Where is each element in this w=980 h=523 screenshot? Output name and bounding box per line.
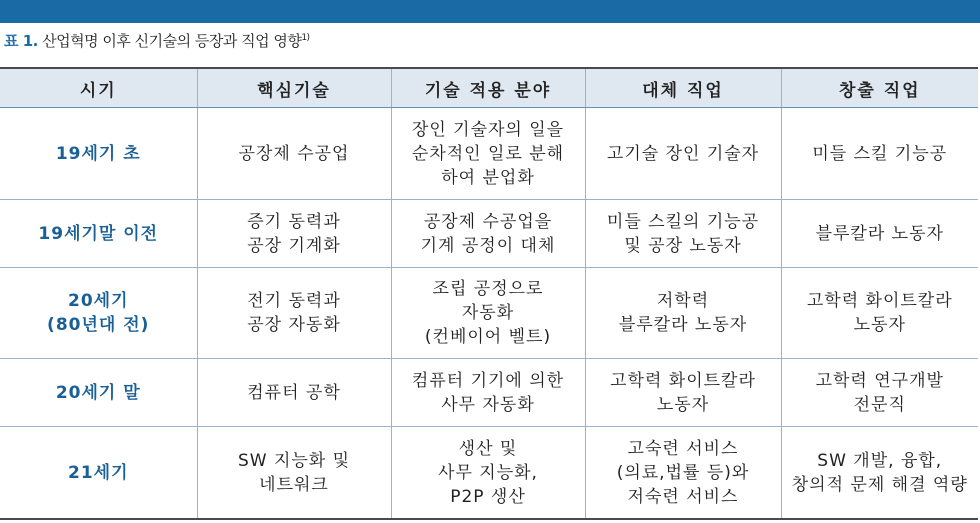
created-jobs-cell [781,200,978,268]
period-cell [0,108,197,200]
created-jobs-cell [781,427,978,520]
cell-line: 자동화 [461,303,515,323]
cell-line: SW 지능화 및 [237,450,351,471]
cell-line: 19세기말 이전 [38,223,159,244]
replaced-jobs-cell [585,268,781,359]
cell-line: 기계 공정이 대체 [420,235,556,256]
table-row [0,108,978,200]
cell-line: 하여 분업화 [441,167,535,188]
table-title: 산업혁명 이후 신기술의 등장과 직업 영향 [42,32,302,50]
application-cell [391,268,585,359]
period-cell [0,268,197,359]
cell-line: 19세기 초 [55,143,141,164]
cell-line: 저숙련 서비스 [627,486,739,507]
replaced-jobs-cell [585,200,781,268]
cell-line: 블루칼라 노동자 [618,315,748,335]
application-cell [391,427,585,520]
cell-line: 노동자 [656,394,710,415]
header-row [0,68,978,108]
footnote-marker: 1) [301,33,310,43]
cell-line: 20세기 [67,291,129,311]
cell-line: 고학력 화이트칼라 [806,291,953,311]
cell-line: 20세기 말 [55,382,141,403]
cell-line: SW 개발, 융합, [817,450,943,471]
cell-line: 미들 스킬의 기능공 [606,211,760,232]
cell-line: 증기 동력과 [247,211,341,232]
cell-line: (컨베이어 벨트) [424,327,552,347]
cell-line: 사무 자동화 [441,394,535,415]
table-caption [4,30,310,51]
period-cell [0,359,197,427]
cell-line: 장인 기술자의 일을 [411,119,565,140]
cell-line: 21세기 [67,462,129,483]
header-core-tech: 핵심기술 [197,68,391,108]
core-tech-cell [197,427,391,520]
cell-line: 창의적 문제 해결 역량 [791,474,968,495]
period-cell [0,427,197,520]
technology-job-table [0,67,978,520]
cell-line: 미들 스킬 기능공 [812,143,948,164]
cell-line: (의료,법률 등)와 [616,462,750,483]
core-tech-cell [197,359,391,427]
replaced-jobs-cell [585,427,781,520]
cell-line: 및 공장 노동자 [624,235,742,256]
cell-line: 컴퓨터 공학 [247,382,341,403]
cell-line: 공장 자동화 [247,315,341,335]
application-cell [391,108,585,200]
cell-line: 컴퓨터 기기에 의한 [411,370,565,391]
cell-line: P2P 생산 [450,486,526,507]
header-application: 기술 적용 분야 [391,68,585,108]
cell-line: 공장 기계화 [247,235,341,256]
cell-line: 네트워크 [259,474,329,495]
table-row [0,200,978,268]
core-tech-cell [197,268,391,359]
application-cell [391,359,585,427]
cell-line: 공장제 수공업 [238,143,350,164]
header-created-jobs: 창출 직업 [781,68,978,108]
core-tech-cell [197,200,391,268]
cell-line: 고숙련 서비스 [627,438,739,459]
table-row [0,359,978,427]
cell-line: 블루칼라 노동자 [815,223,944,244]
period-cell [0,200,197,268]
top-accent-bar [0,0,980,23]
cell-line: 저학력 [656,291,710,311]
cell-line: 고학력 연구개발 [815,370,944,391]
application-cell [391,200,585,268]
cell-line: 생산 및 [458,438,518,459]
cell-line: 전문직 [853,394,906,415]
table-number: 표 1. [4,32,38,50]
header-period: 시기 [0,68,197,108]
created-jobs-cell [781,108,978,200]
header-replaced-jobs: 대체 직업 [585,68,781,108]
cell-line: 고기술 장인 기술자 [606,143,760,164]
cell-line: 공장제 수공업을 [423,211,553,232]
created-jobs-cell [781,359,978,427]
core-tech-cell [197,108,391,200]
cell-line: (80년대 전) [47,315,150,335]
replaced-jobs-cell [585,108,781,200]
created-jobs-cell [781,268,978,359]
replaced-jobs-cell [585,359,781,427]
cell-line: 노동자 [853,315,906,335]
cell-line: 고학력 화이트칼라 [610,370,756,391]
cell-line: 순차적인 일로 분해 [411,143,565,164]
cell-line: 사무 지능화, [438,462,538,483]
table-row [0,427,978,520]
table-row [0,268,978,359]
cell-line: 조립 공정으로 [432,279,544,299]
cell-line: 전기 동력과 [247,291,341,311]
